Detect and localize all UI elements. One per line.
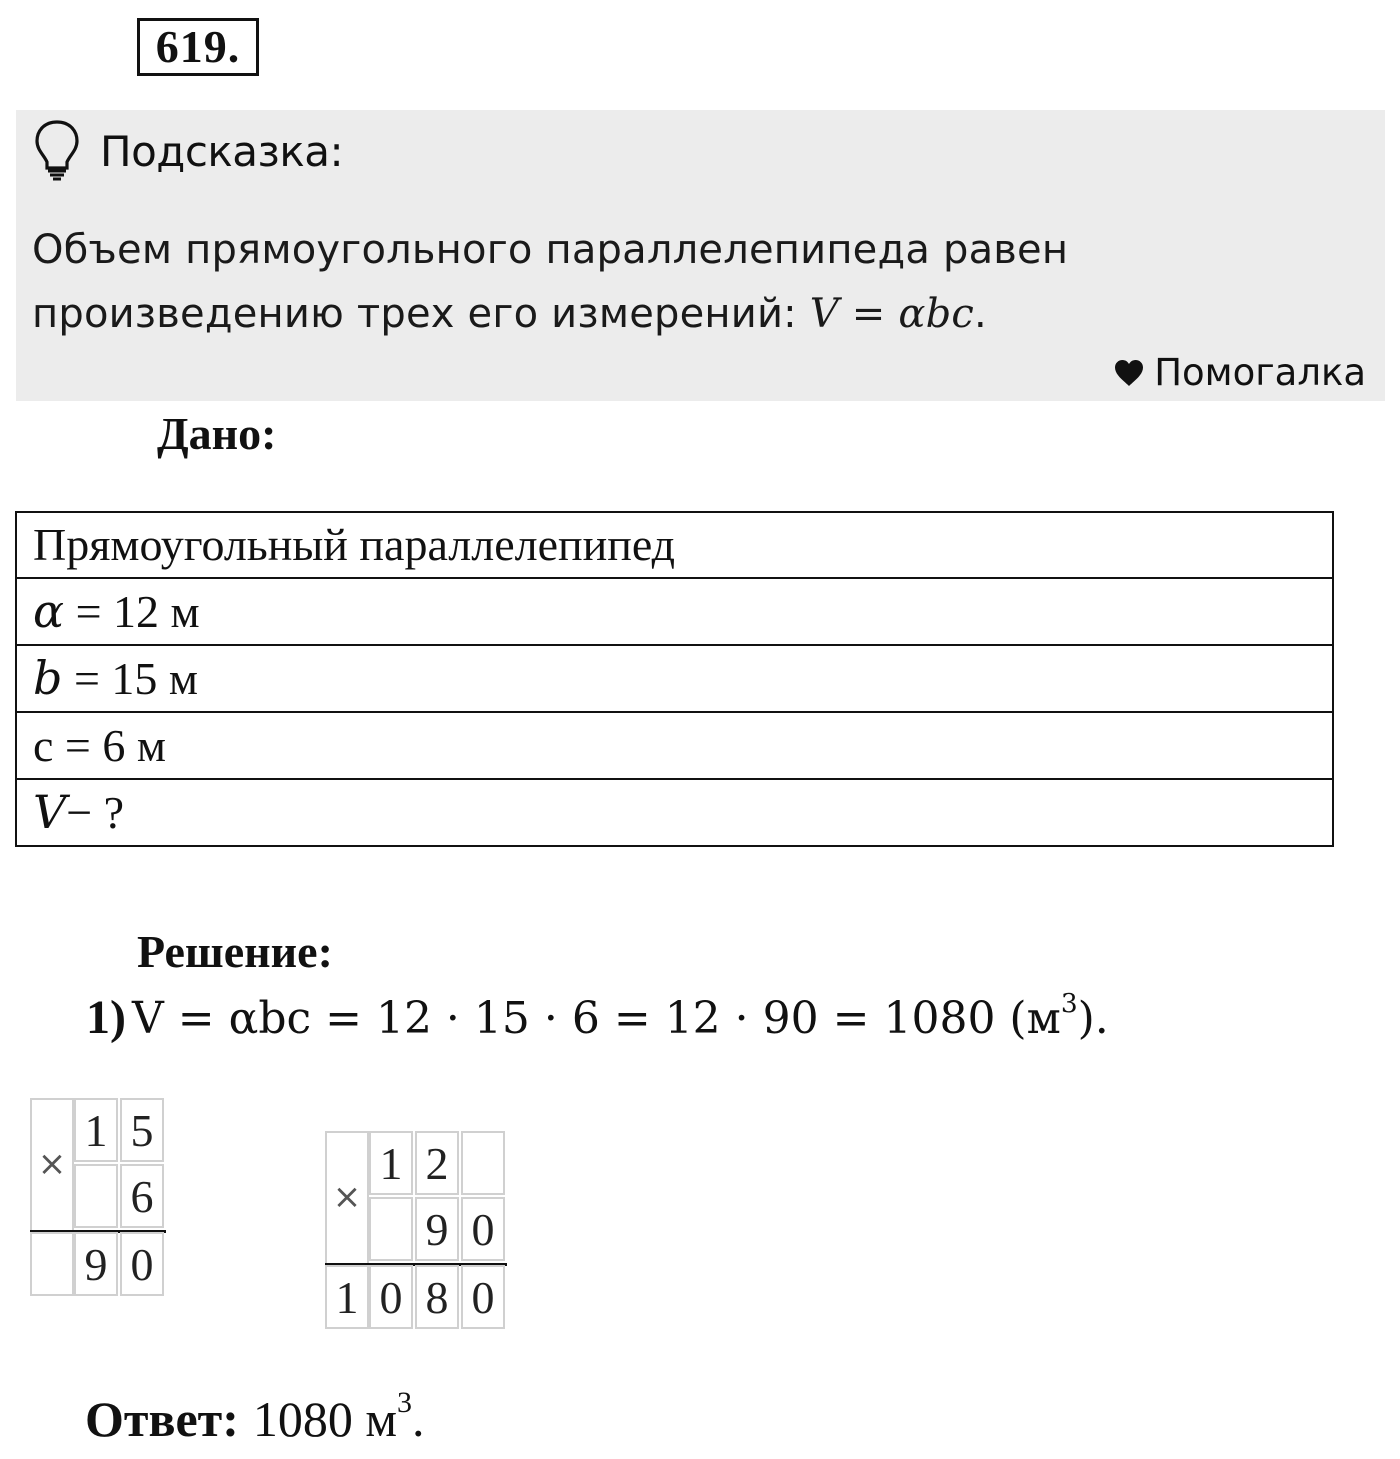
given-cell	[16, 645, 1333, 712]
step-expression	[131, 987, 1109, 1044]
lightbulb-icon	[32, 118, 82, 182]
digit-cell	[461, 1131, 505, 1195]
digit-cell: 0	[120, 1232, 164, 1296]
given-row	[16, 512, 1333, 578]
digit-cell: 6	[120, 1164, 164, 1228]
given-variable: V	[33, 785, 67, 839]
given-cell	[16, 779, 1333, 846]
digit-cell: 8	[415, 1265, 459, 1329]
given-row	[16, 645, 1333, 712]
given-row	[16, 712, 1333, 779]
given-value: с = 6 м	[33, 720, 166, 771]
digit-cell	[74, 1164, 118, 1228]
given-variable: α	[33, 584, 65, 638]
digit-cell: 9	[415, 1197, 459, 1261]
given-cell	[16, 712, 1333, 779]
problem-number: 619.	[137, 18, 259, 76]
hint-text-line-2	[32, 286, 987, 342]
digit-cell: 0	[461, 1265, 505, 1329]
brand-name: Помогалка	[1154, 351, 1366, 394]
digit-cell: 1	[74, 1098, 118, 1162]
given-value: = 12 м	[64, 586, 200, 637]
brand-label	[1114, 349, 1366, 397]
answer-exponent: 3	[397, 1386, 412, 1419]
digit-cell: 0	[461, 1197, 505, 1261]
given-row	[16, 578, 1333, 645]
answer	[85, 1386, 425, 1452]
empty-cell	[30, 1232, 74, 1296]
digit-cell	[369, 1197, 413, 1261]
answer-end: .	[412, 1391, 425, 1447]
step-exponent: 3	[1060, 987, 1078, 1019]
digit-cell: 0	[369, 1265, 413, 1329]
given-value: = 15 м	[62, 653, 199, 704]
digit-cell: 1	[369, 1131, 413, 1195]
step-number: 1)	[86, 991, 126, 1044]
column-multiplication-1	[30, 1098, 166, 1296]
solution-heading: Решение:	[137, 926, 333, 977]
solution-step-1	[86, 985, 1109, 1052]
hint-text-line-2-end: .	[974, 291, 987, 337]
answer-value: 1080 м	[252, 1391, 397, 1447]
digit-cell: 2	[415, 1131, 459, 1195]
heart-icon	[1114, 359, 1144, 387]
given-value: − ?	[66, 787, 125, 838]
column-multiplication-2	[325, 1131, 507, 1329]
given-table	[15, 511, 1334, 847]
given-row	[16, 779, 1333, 846]
digit-cell: 9	[74, 1232, 118, 1296]
answer-label: Ответ:	[85, 1391, 239, 1447]
given-variable: b	[33, 651, 63, 705]
hint-formula: V = αbc	[809, 291, 975, 337]
given-heading: Дано:	[157, 408, 277, 459]
step-expression-text: V = αbc = 12 · 15 · 6 = 12 · 90 = 1080 (м	[131, 993, 1061, 1044]
multiply-sign: ×	[37, 1144, 67, 1184]
digit-cell: 5	[120, 1098, 164, 1162]
multiply-sign: ×	[332, 1177, 362, 1217]
hint-title: Подсказка:	[100, 127, 344, 176]
hint-text-line-2-text: произведению трех его измерений:	[32, 291, 810, 337]
step-expression-end: ).	[1077, 993, 1109, 1044]
hint-text-line-1: Объем прямоугольного параллелепипеда равен	[32, 227, 1069, 273]
given-cell: Прямоугольный параллелепипед	[16, 512, 1333, 578]
digit-cell: 1	[325, 1265, 369, 1329]
given-cell	[16, 578, 1333, 645]
